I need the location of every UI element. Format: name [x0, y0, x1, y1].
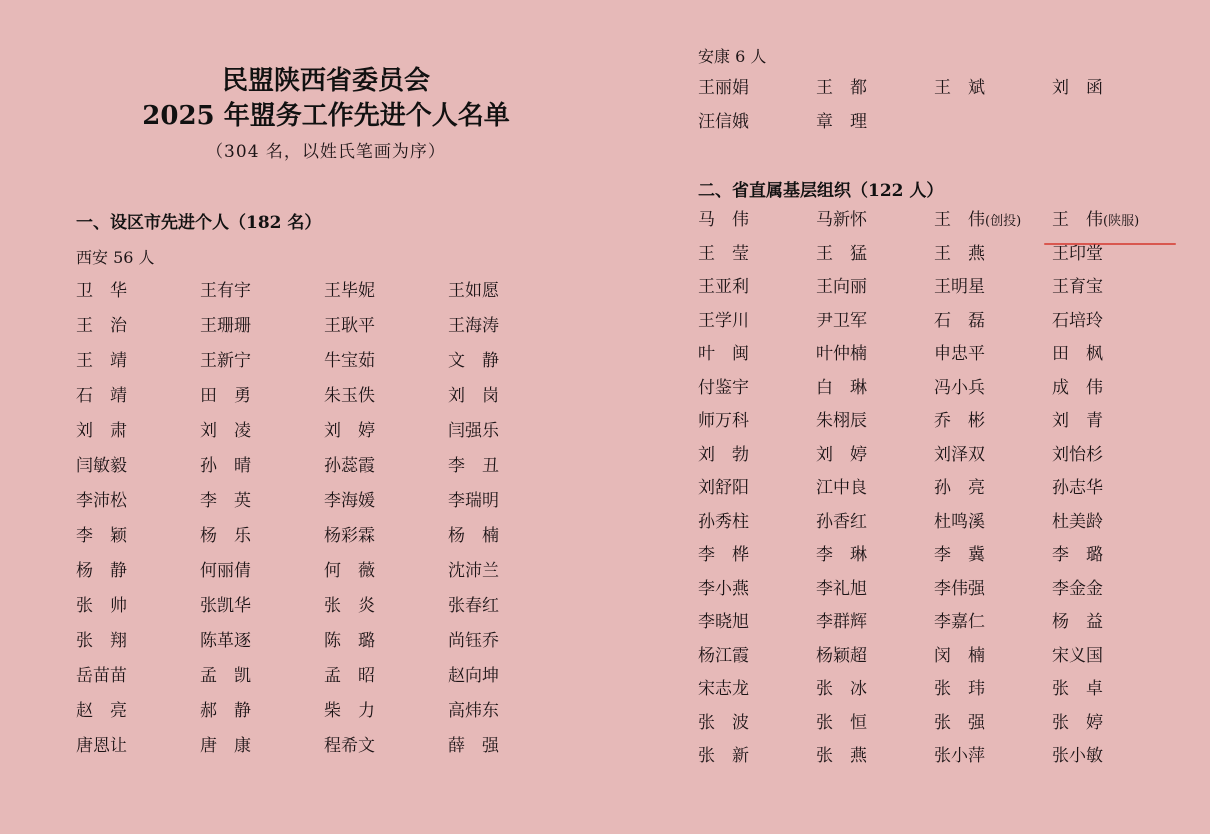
person-name	[934, 442, 1052, 476]
person-name	[1052, 509, 1170, 543]
person-name-text: 李 冀	[934, 545, 985, 565]
person-name: 王 靖	[76, 351, 127, 371]
person-name: 王耿平	[324, 316, 375, 336]
person-name-text: 李 琳	[816, 545, 867, 565]
person-name	[934, 643, 1052, 677]
person-name	[698, 509, 816, 543]
person-name	[698, 241, 816, 275]
person-name-text: 张 强	[934, 712, 985, 733]
person-name-text: 朱栩辰	[816, 411, 867, 431]
person-name	[698, 341, 816, 375]
person-name: 王如愿	[448, 281, 499, 301]
person-name-text: 石培玲	[1052, 310, 1103, 331]
person-name-text: 孙 亮	[934, 478, 985, 498]
person-name: 刘 婷	[324, 421, 375, 441]
person-name	[934, 542, 1052, 576]
person-name-text: 石 磊	[934, 310, 985, 331]
person-name	[698, 676, 816, 710]
person-name-text: 师万科	[698, 411, 749, 431]
person-name: 汪信娥	[698, 111, 749, 132]
person-name-text: 杨 益	[1052, 612, 1103, 632]
person-name-text: 尹卫军	[816, 310, 867, 331]
section2-name-grid	[698, 207, 1170, 777]
person-name-text: 王向丽	[816, 277, 867, 297]
person-name	[1052, 408, 1170, 442]
person-name: 杨彩霖	[324, 526, 375, 546]
person-name	[934, 308, 1052, 342]
person-name	[816, 643, 934, 677]
person-name	[698, 308, 816, 342]
person-name: 薛 强	[448, 736, 499, 756]
person-name-text: 孙志华	[1052, 478, 1103, 498]
person-name	[816, 241, 934, 275]
person-name: 何丽倩	[200, 561, 251, 581]
person-name-text: 李晓旭	[698, 612, 749, 632]
person-name	[934, 375, 1052, 409]
person-name	[934, 609, 1052, 643]
person-name: 张凯华	[200, 596, 251, 616]
person-name-text: 刘 青	[1052, 411, 1103, 431]
person-name	[698, 475, 816, 509]
person-name	[698, 743, 816, 777]
person-name	[816, 710, 934, 744]
person-name	[1052, 207, 1170, 241]
person-name: 田 勇	[200, 386, 251, 406]
person-name	[1052, 542, 1170, 576]
person-name	[698, 274, 816, 308]
person-name-text: 王学川	[698, 310, 749, 331]
person-name: 陈 璐	[324, 631, 375, 651]
person-name-text: 张小萍	[934, 746, 985, 766]
affiliation-note: (创投)	[985, 214, 1022, 229]
person-name	[934, 710, 1052, 744]
person-name-text: 李 桦	[698, 545, 749, 565]
person-name: 朱玉佚	[324, 386, 375, 406]
person-name	[698, 576, 816, 610]
person-name	[1052, 475, 1170, 509]
person-name	[934, 408, 1052, 442]
person-name	[1052, 274, 1170, 308]
person-name: 李 颖	[76, 526, 127, 546]
person-name: 王 都	[816, 78, 867, 98]
person-name-text: 李 璐	[1052, 545, 1103, 565]
person-name: 何 薇	[324, 561, 375, 581]
person-name	[934, 207, 1052, 241]
person-name	[698, 609, 816, 643]
person-name: 刘 岗	[448, 386, 499, 406]
person-name-text: 张 冰	[816, 679, 867, 699]
person-name-text: 张 婷	[1052, 712, 1103, 733]
person-name-text: 叶仲楠	[816, 344, 867, 364]
person-name	[934, 341, 1052, 375]
person-name	[698, 207, 816, 241]
person-name: 刘 肃	[76, 421, 127, 441]
person-name: 刘 函	[1052, 78, 1103, 98]
person-name: 赵 亮	[76, 701, 127, 721]
person-name: 王 治	[76, 316, 127, 336]
person-name: 卫 华	[76, 281, 127, 301]
person-name-text: 王亚利	[698, 277, 749, 297]
person-name	[816, 576, 934, 610]
person-name-text: 王印堂	[1052, 243, 1103, 264]
person-name	[698, 710, 816, 744]
person-name: 张 炎	[324, 596, 375, 616]
person-name	[816, 341, 934, 375]
person-name	[1052, 308, 1170, 342]
person-name-text: 马新怀	[816, 210, 867, 230]
person-name-text: 马 伟	[698, 210, 749, 230]
person-name	[698, 643, 816, 677]
person-name	[698, 375, 816, 409]
affiliation-note: (陕服)	[1103, 214, 1140, 229]
person-name: 王 斌	[934, 78, 985, 98]
person-name-text: 王 猛	[816, 243, 867, 264]
person-name	[934, 241, 1052, 275]
person-name-text: 冯小兵	[934, 377, 985, 398]
person-name-text: 成 伟	[1052, 377, 1103, 398]
person-name: 王丽娟	[698, 78, 749, 98]
person-name: 岳苗苗	[76, 666, 127, 686]
person-name	[1052, 743, 1170, 777]
person-name	[1052, 676, 1170, 710]
person-name-text: 白 琳	[816, 377, 867, 398]
person-name	[816, 375, 934, 409]
person-name	[816, 475, 934, 509]
document-subtitle: （304 名，以姓氏笔画为序）	[206, 142, 446, 162]
person-name: 张春红	[448, 596, 499, 616]
person-name: 孙蕊霞	[324, 456, 375, 476]
person-name	[1052, 341, 1170, 375]
person-name-text: 杜美龄	[1052, 511, 1103, 532]
person-name: 李瑞明	[448, 491, 499, 511]
person-name-text: 张小敏	[1052, 746, 1103, 766]
section1-heading: 一、设区市先进个人（182 名）	[76, 213, 322, 233]
person-name-text: 李礼旭	[816, 578, 867, 599]
person-name-text: 叶 闽	[698, 344, 749, 364]
person-name	[1052, 576, 1170, 610]
person-name	[1052, 375, 1170, 409]
person-name-text: 杨江霞	[698, 645, 749, 666]
person-name: 李 英	[200, 491, 251, 511]
person-name-text: 张 燕	[816, 746, 867, 766]
person-name-text: 刘怡杉	[1052, 444, 1103, 465]
person-name: 文 静	[448, 351, 499, 371]
person-name	[816, 442, 934, 476]
person-name	[934, 576, 1052, 610]
person-name: 孟 昭	[324, 666, 375, 686]
person-name: 赵向坤	[448, 666, 499, 686]
person-name: 杨 静	[76, 561, 127, 581]
person-name-text: 孙秀柱	[698, 511, 749, 532]
person-name	[816, 207, 934, 241]
person-name	[816, 408, 934, 442]
person-name-text: 李群辉	[816, 612, 867, 632]
person-name: 张 翔	[76, 631, 127, 651]
person-name-text: 刘 婷	[816, 444, 867, 465]
person-name-text: 王 莹	[698, 243, 749, 264]
person-name-text: 杨颖超	[816, 645, 867, 666]
person-name: 程希文	[324, 736, 375, 756]
person-name: 李海媛	[324, 491, 375, 511]
person-name-text: 孙香红	[816, 511, 867, 532]
person-name-text: 刘舒阳	[698, 478, 749, 498]
person-name: 尚钰乔	[448, 631, 499, 651]
person-name: 闫敏毅	[76, 456, 127, 476]
person-name: 郝 静	[200, 701, 251, 721]
person-name-text: 王 燕	[934, 243, 985, 264]
person-name: 唐恩让	[76, 736, 127, 756]
person-name: 李沛松	[76, 491, 127, 511]
person-name: 高炜东	[448, 701, 499, 721]
person-name-text: 乔 彬	[934, 411, 985, 431]
person-name: 王有宇	[200, 281, 251, 301]
person-name: 孙 晴	[200, 456, 251, 476]
person-name-text: 宋志龙	[698, 679, 749, 699]
person-name: 王毕妮	[324, 281, 375, 301]
document-title-year: 2025 年盟务工作先进个人名单	[142, 101, 510, 131]
person-name: 王珊珊	[200, 316, 251, 336]
person-name: 石 靖	[76, 386, 127, 406]
person-name: 杨 乐	[200, 526, 251, 546]
person-name: 王海涛	[448, 316, 499, 336]
person-name-text: 申忠平	[934, 344, 985, 364]
person-name	[698, 408, 816, 442]
person-name: 沈沛兰	[448, 561, 499, 581]
person-name	[698, 542, 816, 576]
person-name-text: 王 伟	[934, 210, 985, 230]
person-name	[816, 609, 934, 643]
person-name-text: 李伟强	[934, 578, 985, 599]
person-name: 杨 楠	[448, 526, 499, 546]
person-name-text: 王育宝	[1052, 277, 1103, 297]
person-name	[1052, 643, 1170, 677]
person-name	[1052, 710, 1170, 744]
person-name-text: 李嘉仁	[934, 612, 985, 632]
section2-heading: 二、省直属基层组织（122 人）	[698, 181, 944, 201]
person-name: 刘 凌	[200, 421, 251, 441]
person-name: 陈革逐	[200, 631, 251, 651]
person-name-text: 李金金	[1052, 578, 1103, 599]
person-name: 孟 凯	[200, 666, 251, 686]
person-name-text: 刘泽双	[934, 444, 985, 465]
person-name-text: 张 玮	[934, 679, 985, 699]
person-name	[816, 274, 934, 308]
person-name-text: 杜鸣溪	[934, 511, 985, 532]
person-name	[1052, 442, 1170, 476]
person-name	[934, 743, 1052, 777]
person-name-text: 张 恒	[816, 712, 867, 733]
person-name	[816, 509, 934, 543]
person-name: 王新宁	[200, 351, 251, 371]
ankang-name-grid	[698, 75, 1170, 142]
person-name-text: 王明星	[934, 277, 985, 297]
person-name	[816, 308, 934, 342]
person-name	[934, 475, 1052, 509]
person-name: 张 帅	[76, 596, 127, 616]
person-name-text: 刘 勃	[698, 444, 749, 465]
person-name	[816, 676, 934, 710]
person-name: 李 丑	[448, 456, 499, 476]
person-name-text: 田 枫	[1052, 344, 1103, 364]
person-name	[698, 442, 816, 476]
person-name-text: 付鉴宇	[698, 377, 749, 398]
person-name-text: 张 新	[698, 746, 749, 766]
person-name	[1052, 241, 1170, 275]
xian-name-grid	[76, 278, 572, 768]
person-name: 牛宝茹	[324, 351, 375, 371]
person-name	[816, 542, 934, 576]
person-name-text: 闵 楠	[934, 645, 985, 666]
document-title: 民盟陕西省委员会	[221, 66, 430, 96]
person-name-text: 江中良	[816, 478, 867, 498]
person-name-text: 宋义国	[1052, 645, 1103, 666]
person-name: 章 理	[816, 111, 867, 132]
person-name: 唐 康	[200, 736, 251, 756]
person-name: 闫强乐	[448, 421, 499, 441]
person-name	[934, 274, 1052, 308]
xian-label: 西安 56 人	[76, 248, 155, 267]
person-name	[816, 743, 934, 777]
person-name	[1052, 609, 1170, 643]
person-name-text: 李小燕	[698, 578, 749, 599]
person-name	[934, 509, 1052, 543]
ankang-label: 安康 6 人	[698, 47, 767, 66]
person-name-text: 张 波	[698, 712, 749, 733]
person-name-text: 张 卓	[1052, 679, 1103, 699]
person-name	[934, 676, 1052, 710]
person-name: 柴 力	[324, 701, 375, 721]
person-name-text: 王 伟	[1052, 210, 1103, 230]
